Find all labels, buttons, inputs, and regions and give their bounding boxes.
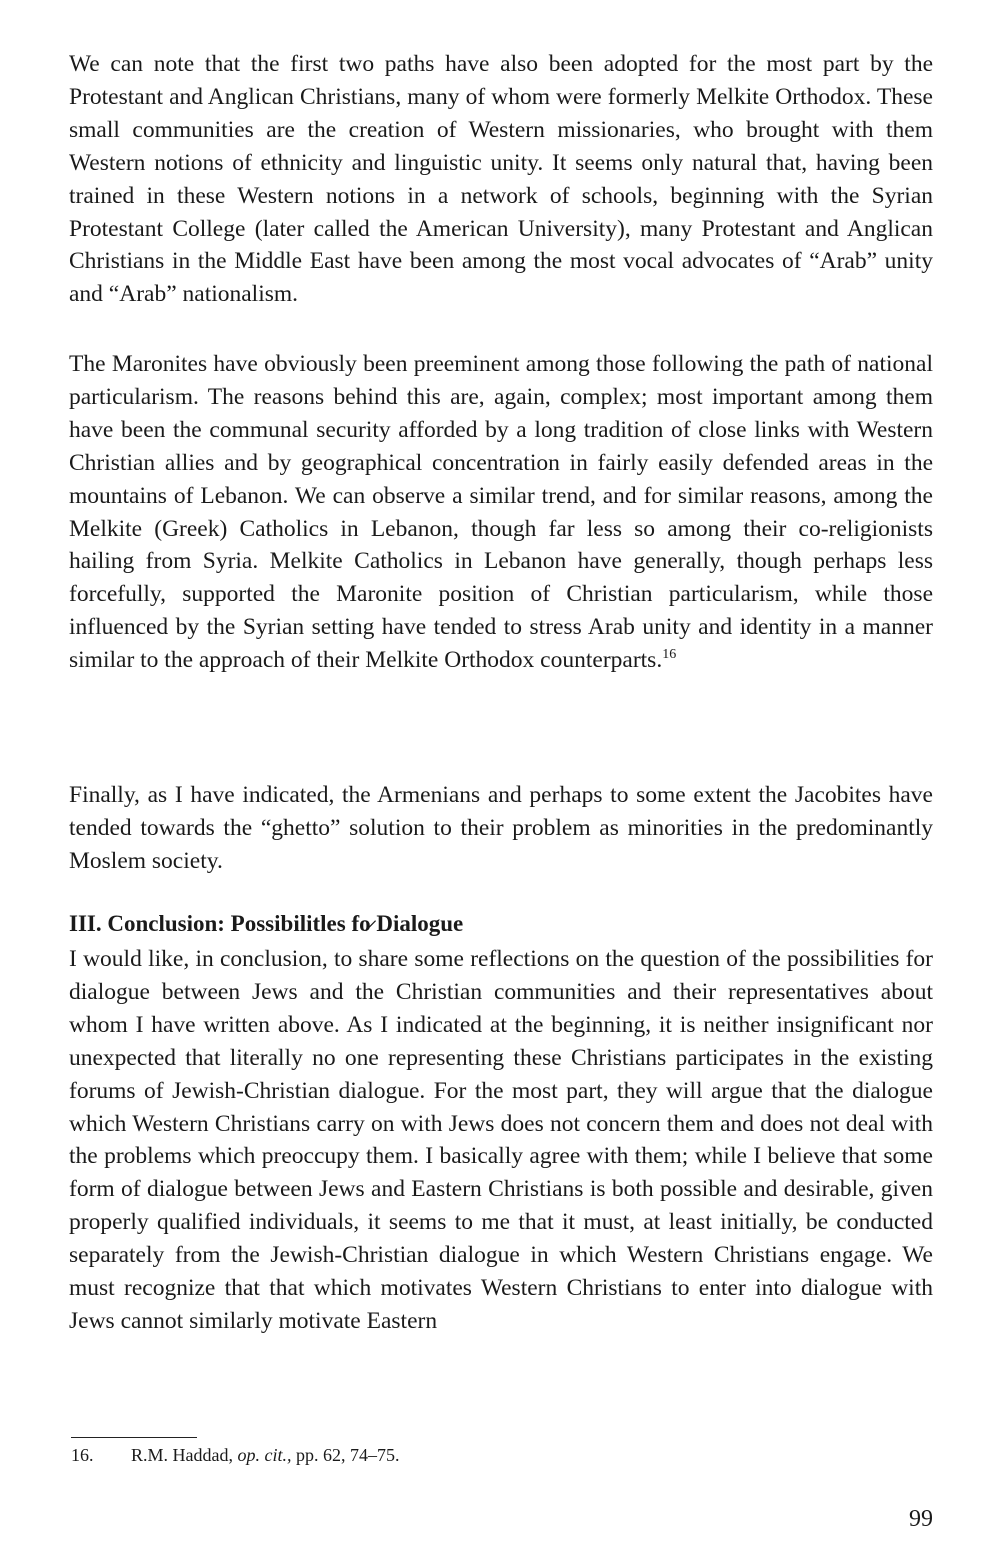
footnote-number: 16. bbox=[71, 1445, 94, 1465]
footnote bbox=[71, 1443, 931, 1467]
body-paragraph bbox=[69, 48, 933, 311]
paragraph-text: I would like, in conclusion, to share some reflections on the question of the possibilities for dialogue between Jews and the Christian communities and their representatives about whom I have written above. As I indicated at the beginning, it is neither insignificant nor unexpected that literally no one representing these Christians participates in the existing forums of Jewish-Christian dialogue. For the most part, they will argue that the dialogue which Western Christians carry on with Jews does not concern them and does not deal with the problems which preoccupy them. I basically agree with them; while I believe that some form of dialogue between Jews and Eastern Christians is both possible and desirable, given properly qualified individuals, it seems to me that it must, at least initially, be conducted separately from the Jewish-Christian dialogue in which Western Christians engage. We must recognize that that which motivates Western Christians to enter into dialogue with Jews cannot similarly motivate Eastern bbox=[69, 946, 933, 1334]
section-heading: III. Conclusion: Possibilitles fo̷ Dialogue bbox=[69, 911, 464, 936]
body-paragraph bbox=[69, 779, 933, 878]
paragraph-text: Finally, as I have indicated, the Armenians and perhaps to some extent the Jacobites have tended towards the “ghetto” solution to their problem as minorities in the predominantly Moslem society. bbox=[69, 782, 933, 874]
footnote-divider bbox=[71, 1437, 197, 1438]
footnote-author: R.M. Haddad, bbox=[131, 1445, 233, 1465]
footnote-reference: 16 bbox=[662, 647, 677, 663]
page-number: 99 bbox=[909, 1506, 933, 1532]
footnote-pages: pp. 62, 74–75. bbox=[296, 1445, 400, 1465]
body-paragraph bbox=[69, 943, 933, 1338]
body-paragraph bbox=[69, 348, 933, 677]
footnote-work: op. cit., bbox=[237, 1445, 292, 1465]
paragraph-text: We can note that the first two paths have also been adopted for the most part by the Protestant and Anglican Christians, many of whom were formerly Melkite Orthodox. These small communities are the creation of Western missionaries, who brought with them Western notions of ethnicity and linguistic unity. It seems only natural that, having been trained in these Western notions in a network of schools, beginning with the Syrian Protestant College (later called the American University), many Protestant and Anglican Christians in the Middle East have been among the most vocal advocates of “Arab” unity and “Arab” nationalism. bbox=[69, 51, 933, 308]
paragraph-text: The Maronites have obviously been preeminent among those following the path of national particularism. The reasons behind this are, again, complex; most important among them have been the communal security afforded by a long tradition of close links with Western Christian allies and by geographical concentration in fairly easily defended areas in the mountains of Lebanon. We can observe a similar trend, and for similar reasons, among the Melkite (Greek) Catholics in Lebanon, though far less so among their co-religionists hailing from Syria. Melkite Catholics in Lebanon have generally, though perhaps less forcefully, supported the Maronite position of Christian particularism, while those influenced by the Syrian setting have tended to stress Arab unity and identity in a manner similar to the approach of their Melkite Orthodox counterparts. bbox=[69, 351, 933, 674]
